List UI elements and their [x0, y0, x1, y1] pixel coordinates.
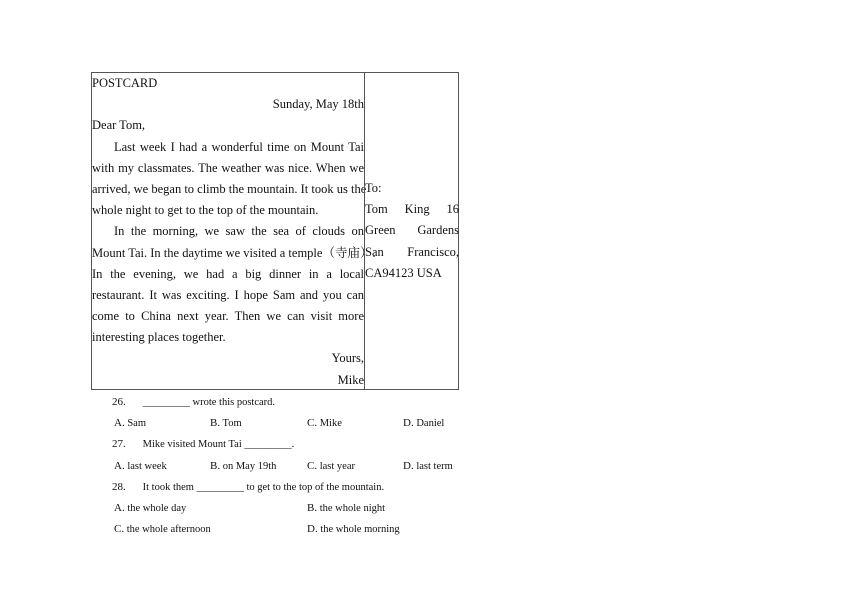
- option-c[interactable]: [307, 413, 342, 434]
- body-line: arrived, we began to climb the mountain. It took us the: [92, 181, 367, 196]
- body-line: restaurant. It was exciting. I hope Sam and you can: [92, 287, 364, 302]
- address-line: To:: [365, 181, 382, 195]
- option-letter: A.: [114, 459, 125, 472]
- question-number: 28.: [112, 480, 126, 493]
- postcard-closing: Yours,: [331, 351, 364, 366]
- option-letter: C.: [307, 417, 318, 430]
- body-line: Mount Tai. In the daytime we visited a temple（寺庙）.: [92, 245, 376, 260]
- question-number: 26.: [112, 396, 126, 408]
- options-27: [112, 456, 492, 477]
- question-28: [112, 477, 492, 498]
- question-stem: Mike visited Mount Tai _________.: [142, 439, 295, 451]
- option-text: the whole morning: [320, 524, 400, 536]
- question-27: [112, 434, 492, 455]
- option-d[interactable]: [403, 456, 453, 477]
- question-list: [112, 392, 492, 540]
- postcard-date: Sunday, May 18th: [272, 97, 364, 112]
- option-letter: B.: [307, 501, 318, 514]
- option-text: last year: [319, 460, 355, 472]
- options-28-row2: [112, 519, 492, 540]
- option-b[interactable]: [210, 413, 242, 434]
- address-line: San Francisco,: [365, 244, 459, 259]
- option-letter: D.: [403, 459, 414, 472]
- option-letter: A.: [114, 501, 125, 514]
- body-line: In the evening, we had a big dinner in a local: [92, 266, 364, 281]
- option-text: Daniel: [416, 418, 445, 430]
- option-text: the whole night: [319, 502, 386, 514]
- option-letter: B.: [210, 459, 221, 472]
- options-28-row1: [112, 498, 492, 519]
- option-b[interactable]: [307, 498, 385, 519]
- option-text: last term: [416, 460, 453, 472]
- option-text: the whole afternoon: [126, 524, 211, 536]
- option-d[interactable]: [307, 519, 400, 540]
- option-letter: D.: [403, 417, 414, 430]
- address-line: Tom King 16: [365, 202, 459, 217]
- postcard-title: POSTCARD: [92, 76, 158, 90]
- body-line: with my classmates. The weather was nice. When we: [92, 160, 364, 175]
- option-a[interactable]: [114, 413, 146, 434]
- option-c[interactable]: [114, 519, 211, 540]
- option-text: last week: [127, 460, 167, 472]
- option-letter: D.: [307, 523, 318, 536]
- option-text: on May 19th: [222, 460, 277, 472]
- option-c[interactable]: [307, 456, 355, 477]
- option-b[interactable]: [210, 456, 276, 477]
- postcard-signature: Mike: [337, 372, 364, 387]
- question-number: 27.: [112, 438, 126, 451]
- postcard: [91, 72, 459, 390]
- option-letter: C.: [114, 523, 125, 536]
- option-d[interactable]: [403, 413, 444, 434]
- body-line: come to China next year. Then we can visit more: [92, 309, 364, 324]
- body-line: In the morning, we saw the sea of clouds on: [114, 224, 364, 239]
- options-26: [112, 413, 492, 434]
- option-letter: A.: [114, 417, 125, 430]
- question-stem: It took them _________ to get to the top of the mountain.: [142, 481, 385, 493]
- option-a[interactable]: [114, 498, 186, 519]
- address-line: CA94123 USA: [365, 265, 442, 280]
- option-letter: C.: [307, 459, 318, 472]
- postcard-greeting: Dear Tom,: [92, 118, 146, 133]
- option-text: Mike: [319, 418, 342, 430]
- body-line: Last week I had a wonderful time on Mount Tai: [114, 139, 364, 154]
- body-line: interesting places together.: [92, 330, 226, 345]
- postcard-address: [365, 178, 459, 284]
- question-stem: _________ wrote this postcard.: [142, 397, 276, 408]
- postcard-message: [92, 73, 376, 391]
- option-text: Sam: [127, 418, 146, 430]
- option-text: Tom: [222, 418, 242, 430]
- question-26: [112, 392, 492, 413]
- address-line: Green Gardens: [365, 223, 459, 238]
- option-text: the whole day: [127, 502, 187, 514]
- option-letter: B.: [210, 417, 221, 430]
- option-a[interactable]: [114, 456, 167, 477]
- body-line: whole night to get to the top of the mountain.: [92, 203, 319, 218]
